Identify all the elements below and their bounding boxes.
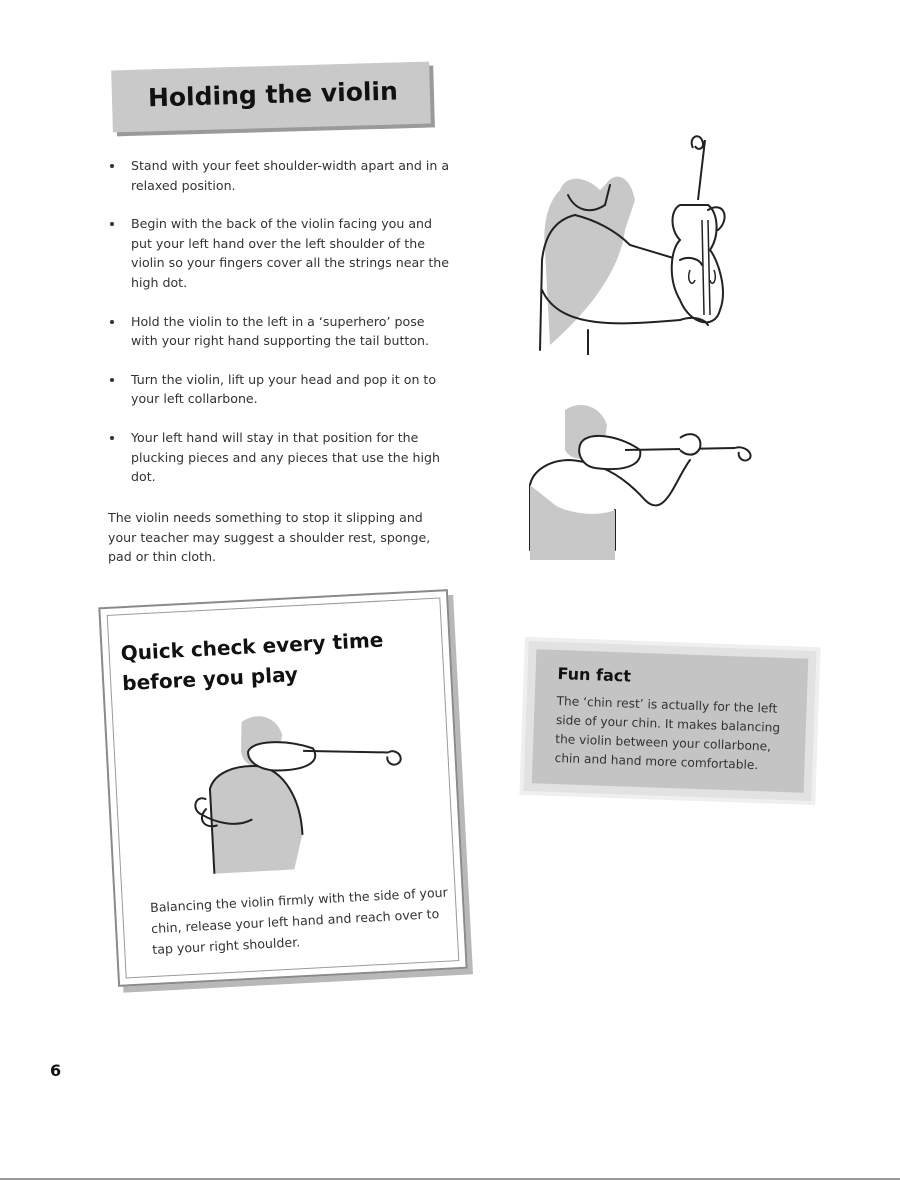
instruction-item: Your left hand will stay in that position for the plucking pieces and any pieces that use the high dot.	[108, 428, 453, 487]
outro-paragraph: The violin needs something to stop it slipping and your teacher may suggest a shoulder rest, sponge, pad or thin cloth.	[108, 510, 431, 565]
quick-check-box	[98, 589, 467, 987]
instruction-item: Turn the violin, lift up your head and pop it on to your left collarbone.	[108, 370, 453, 409]
fun-fact-panel	[532, 649, 809, 792]
tap-shoulder-illustration	[161, 703, 419, 876]
page-title: Holding the violin	[147, 76, 399, 113]
fun-fact-text: The ‘chin rest’ is actually for the left side of your chin. It makes balancing the violin between your collarbone, chin and hand more comfortable.	[554, 694, 781, 773]
quick-check-caption: Balancing the violin firmly with the side of your chin, release your left hand and reach over to tap your right shoulder.	[149, 884, 449, 958]
quick-check-title: Quick check every time before you play	[120, 627, 384, 696]
instruction-item: Stand with your feet shoulder-width apart and in a relaxed position.	[108, 156, 453, 195]
title-banner	[111, 62, 431, 133]
instruction-list	[108, 156, 453, 506]
fun-fact-box	[523, 641, 816, 801]
instruction-item: Begin with the back of the violin facing you and put your left hand over the left shoulder of the violin so your fingers cover all the strings near the high dot.	[108, 214, 453, 292]
instruction-item: Hold the violin to the left in a ‘superhero’ pose with your right hand supporting the tail button.	[108, 312, 453, 351]
page-number: 6	[50, 1061, 62, 1080]
fun-fact-title: Fun fact	[557, 664, 632, 686]
violin-shoulder-illustration	[525, 400, 765, 565]
violin-upright-illustration	[530, 130, 750, 355]
